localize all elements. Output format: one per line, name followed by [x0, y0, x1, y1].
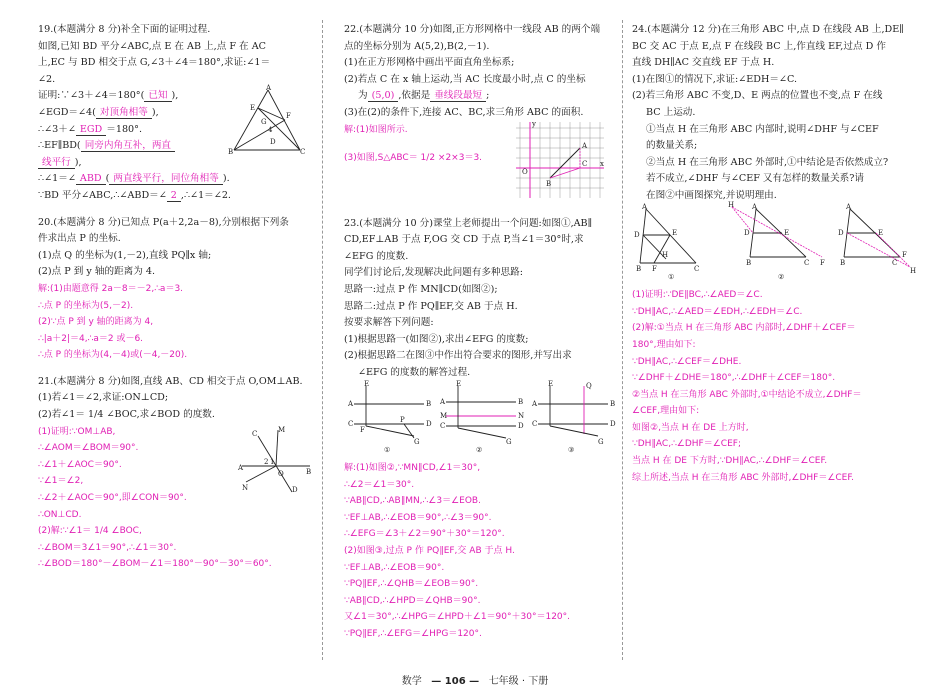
- column-left: [38, 22, 312, 573]
- q23-answer: ∵PQ∥EF,∴∠EFG＝∠HPG＝120°.: [344, 629, 482, 640]
- q20-line: 件求出点 P 的坐标.: [38, 233, 121, 245]
- svg-text:H: H: [662, 250, 669, 259]
- q24-answer: ∵DH∥AC,∴∠DHF＝∠CEF;: [632, 439, 741, 450]
- svg-text:D: D: [634, 230, 640, 239]
- q20-answer: ∴|a＋2|＝4,∴a＝2 或－6.: [38, 333, 144, 344]
- q19-blank-8: 2: [167, 190, 181, 202]
- svg-text:E: E: [548, 379, 554, 388]
- svg-text:B: B: [518, 397, 524, 406]
- question-22: [344, 22, 616, 186]
- q19-blank-6: ABD: [76, 173, 106, 185]
- q23-line: 按要求解答下列问题:: [344, 317, 434, 329]
- q19-line: 上,EC 与 BD 相交于点 G,∠3＋∠4＝180°,求证:∠1＝: [38, 57, 271, 69]
- q22-answer: (3)如图,S△ABC＝ 1/2 ×2×3＝3.: [344, 153, 483, 164]
- q22-line: (1)在正方形网格中画出平面直角坐标系;: [344, 57, 515, 69]
- q23-line: ∠EFG 的度数.: [344, 250, 409, 262]
- q24-answer: 综上所述,当点 H 在三角形 ABC 外部时,∠DHF＝∠CEF.: [632, 472, 854, 483]
- svg-text:D: D: [518, 421, 524, 430]
- svg-text:B: B: [426, 399, 432, 408]
- svg-text:F: F: [360, 425, 365, 434]
- q24-line: 直线 DH∥AC 交直线 EF 于点 H.: [632, 57, 775, 69]
- q19-proof-text: ,∴∠1＝∠2.: [180, 189, 231, 201]
- svg-text:A: A: [532, 399, 538, 408]
- footer-subject: 数学: [401, 676, 422, 687]
- q19-blank-4: 同旁内角互补，两直: [81, 140, 175, 152]
- column-right: [632, 22, 917, 486]
- svg-text:B: B: [306, 467, 312, 476]
- q23-answer: ∵AB∥CD,∴∠HPD＝∠QHB＝90°.: [344, 595, 481, 606]
- q20-line: (1)点 Q 的坐标为(1,－2),直线 PQ∥x 轴;: [38, 249, 212, 261]
- q24-fig2-label: ②: [778, 272, 785, 281]
- column-divider-2: [622, 20, 623, 660]
- q21-figure: [238, 426, 314, 494]
- q23-line: CD,EF⊥AB 于点 F,OG 交 CD 于点 P,当∠1＝30°时,求: [344, 234, 584, 246]
- q24-answer: ∠CEF,理由如下:: [632, 406, 700, 417]
- svg-text:A: A: [238, 463, 244, 472]
- q23-answer: (2)如图③,过点 P 作 PQ∥EF,交 AB 于点 H.: [344, 546, 515, 557]
- q19-heading: 19.(本题满分 8 分)补全下面的证明过程.: [38, 24, 211, 35]
- question-19: [38, 22, 306, 205]
- q24-line: BC 交 AC 于点 E,点 F 在线段 BC 上,作直线 EF,过点 D 作: [632, 40, 886, 52]
- svg-text:C: C: [694, 264, 700, 273]
- svg-text:D: D: [292, 485, 298, 494]
- question-20: [38, 215, 306, 364]
- q22-blank-1: (5,0): [368, 90, 399, 102]
- svg-text:C: C: [300, 148, 306, 157]
- svg-text:B: B: [546, 179, 552, 188]
- q21-answer: (2)解:∵∠1＝ 1/4 ∠BOC,: [38, 526, 142, 537]
- svg-text:D: D: [270, 138, 276, 147]
- svg-text:2: 2: [264, 457, 269, 466]
- q24-line: (2)若三角形 ABC 不变,D、E 两点的位置也不变,点 F 在线: [632, 90, 883, 102]
- q23-line: (2)根据思路二在图③中作出符合要求的图形,并写出求: [344, 350, 572, 362]
- q23-line: 思路一:过点 P 作 MN∥CD(如图②);: [344, 283, 498, 295]
- q24-line: (1)在图①的情况下,求证:∠EDH＝∠C.: [632, 73, 797, 85]
- q23-fig2-label: ②: [476, 445, 483, 454]
- q19-proof-text: ),: [171, 90, 179, 102]
- q19-proof-text: ∠EGD＝∠4(: [38, 106, 96, 118]
- column-middle: [344, 22, 616, 643]
- q24-fig1-label: ①: [668, 272, 675, 281]
- q24-figures: [632, 200, 917, 281]
- svg-text:F: F: [652, 264, 657, 273]
- svg-text:O: O: [278, 469, 284, 478]
- question-23: [344, 216, 616, 643]
- q24-answer: ②当点 H 在三角形 ABC 外部时,①中结论不成立,∠DHF＝: [632, 389, 862, 400]
- q22-grid-figure: [512, 118, 608, 202]
- q22-answer: 解:(1)如图所示.: [344, 124, 408, 135]
- column-divider-1: [322, 20, 323, 660]
- svg-text:A: A: [846, 202, 852, 211]
- q23-fig1-label: ①: [384, 445, 391, 454]
- q21-answer: ∴∠BOM＝3∠1＝90°,∴∠1＝30°.: [38, 542, 177, 553]
- q23-answer: ∵EF⊥AB,∴∠EOB＝90°.: [344, 562, 445, 573]
- q19-proof-text: (: [105, 173, 110, 185]
- svg-text:C: C: [440, 421, 446, 430]
- q23-answer: ∵AB∥CD,∴AB∥MN,∴∠3＝∠EOB.: [344, 496, 481, 507]
- q20-answer: (2)∵点 P 到 y 轴的距离为 4,: [38, 317, 154, 328]
- q24-answer: 当点 H 在 DE 下方时,∵DH∥AC,∴∠DHF＝∠CEF.: [632, 456, 828, 467]
- q22-blank-2: 垂线段最短: [430, 90, 486, 102]
- svg-text:N: N: [242, 483, 249, 492]
- svg-text:E: E: [456, 379, 462, 388]
- page-footer: [0, 672, 950, 687]
- q24-line: ②当点 H 在三角形 ABC 外部时,①中结论是否依然成立?: [646, 156, 889, 168]
- q21-answer: ∴∠BOD＝180°－∠BOM－∠1＝180°－90°－30°＝60°.: [38, 559, 272, 570]
- q24-line: 在图②中画图探究,并说明理由.: [646, 189, 777, 201]
- svg-text:E: E: [878, 228, 884, 237]
- svg-text:C: C: [804, 258, 810, 267]
- q22-heading: 22.(本题满分 10 分)如图,正方形网格中一线段 AB 的两个端: [344, 24, 601, 35]
- q23-line: 思路二:过点 P 作 PQ∥EF,交 AB 于点 H.: [344, 300, 518, 312]
- svg-text:Q: Q: [586, 381, 592, 390]
- svg-text:y: y: [532, 119, 536, 128]
- svg-text:A: A: [752, 202, 758, 211]
- q23-line: (1)根据思路一(如图②),求出∠EFG 的度数;: [344, 333, 529, 345]
- svg-text:N: N: [518, 411, 525, 420]
- svg-text:E: E: [250, 104, 256, 113]
- q22-line: 点的坐标分别为 A(5,2),B(2,－1).: [344, 40, 490, 52]
- q24-answer: 如图②,当点 H 在 DE 上方时,: [632, 422, 749, 433]
- q20-line: (2)点 P 到 y 轴的距离为 4.: [38, 266, 156, 278]
- svg-text:E: E: [672, 228, 678, 237]
- q20-heading: 20.(本题满分 8 分)已知点 P(a＋2,2a－8),分别根据下列条: [38, 216, 289, 228]
- svg-text:G: G: [261, 118, 267, 127]
- q24-answer: ∵DH∥AC,∴∠AED＝∠EDH,∴∠EDH＝∠C.: [632, 306, 803, 317]
- svg-text:C: C: [532, 419, 538, 428]
- svg-text:F: F: [902, 250, 907, 259]
- q21-answer: ∴∠2＋∠AOC＝90°,即∠CON＝90°.: [38, 493, 187, 504]
- q19-proof-text: ∴EF∥BD(: [38, 140, 81, 152]
- q22-text: ,依据是: [398, 90, 431, 102]
- svg-text:D: D: [744, 228, 750, 237]
- svg-text:C: C: [348, 419, 354, 428]
- q21-answer: ∵∠1＝∠2,: [38, 476, 84, 487]
- q23-answer: ∴∠EFG＝∠3＋∠2＝90°＋30°＝120°.: [344, 529, 505, 540]
- svg-text:H: H: [728, 200, 735, 209]
- q19-blank-2: 对顶角相等: [96, 107, 152, 119]
- svg-text:C: C: [252, 429, 258, 438]
- q22-text: ;: [486, 90, 490, 102]
- svg-text:F: F: [820, 258, 825, 267]
- q19-figure: [228, 86, 310, 158]
- q19-proof-text: ),: [151, 106, 159, 118]
- footer-grade: 七年级 · 下册: [488, 676, 549, 687]
- q23-answer: ∴∠2＝∠1＝30°.: [344, 479, 415, 490]
- q24-answer: (2)解:①当点 H 在三角形 ABC 内部时,∠DHF＋∠CEF＝: [632, 323, 856, 334]
- svg-text:G: G: [414, 437, 420, 446]
- svg-text:x: x: [600, 159, 604, 168]
- q23-answer: ∵EF⊥AB,∴∠EOB＝90°,∴∠3＝90°.: [344, 512, 492, 523]
- svg-text:B: B: [228, 148, 234, 157]
- q21-answer: ∴ON⊥CD.: [38, 509, 82, 520]
- question-24: [632, 22, 917, 486]
- svg-text:A: A: [440, 397, 446, 406]
- svg-text:B: B: [840, 258, 846, 267]
- q23-fig3-label: ③: [568, 445, 575, 454]
- q24-heading: 24.(本题满分 12 分)在三角形 ABC 中,点 D 在线段 AB 上,DE∥: [632, 24, 904, 35]
- q19-proof-text: ).: [222, 173, 230, 185]
- q24-line: ①当点 H 在三角形 ABC 内部时,说明∠DHF 与∠CEF: [646, 123, 879, 135]
- q19-line: ∠2.: [38, 73, 56, 85]
- q23-answer: 又∠1＝30°,∴∠HPG＝∠HPD＋∠1＝90°＋30°＝120°.: [344, 612, 571, 623]
- q21-line: (1)若∠1＝∠2,求证:ON⊥CD;: [38, 392, 169, 404]
- svg-text:M: M: [278, 425, 286, 434]
- question-21: [38, 374, 312, 573]
- q22-line: (2)若点 C 在 x 轴上运动,当 AC 长度最小时,点 C 的坐标: [344, 73, 586, 85]
- svg-text:A: A: [348, 399, 354, 408]
- svg-text:O: O: [522, 167, 528, 176]
- q23-line: ∠EFG 的度数的解答过程.: [358, 366, 471, 378]
- q21-answer: ∴∠1＋∠AOC＝90°.: [38, 459, 122, 470]
- q20-answer: ∴点 P 的坐标为(5,－2).: [38, 300, 134, 311]
- svg-text:C: C: [582, 159, 588, 168]
- svg-text:C: C: [892, 258, 898, 267]
- svg-text:1: 1: [270, 457, 275, 466]
- q23-answer: ∵PQ∥EF,∴∠QHB＝∠EOB＝90°.: [344, 579, 479, 590]
- svg-text:D: D: [838, 228, 844, 237]
- q20-answer: 解:(1)由题意得 2a－8＝－2,∴a＝3.: [38, 283, 184, 294]
- q24-line: BC 上运动.: [646, 106, 696, 118]
- svg-text:A: A: [642, 202, 648, 211]
- svg-text:P: P: [400, 415, 405, 424]
- q19-line: 如图,已知 BD 平分∠ABC,点 E 在 AB 上,点 F 在 AC: [38, 40, 266, 52]
- q24-answer: ∵DH∥AC,∴∠CEF＝∠DHE.: [632, 356, 742, 367]
- svg-text:G: G: [598, 437, 604, 446]
- q24-answer: (1)证明:∵DE∥BC,∴∠AED＝∠C.: [632, 290, 763, 301]
- svg-text:E: E: [364, 379, 370, 388]
- q21-line: (2)若∠1＝ 1/4 ∠BOC,求∠BOD 的度数.: [38, 409, 215, 421]
- q24-answer: 180°,理由如下:: [632, 339, 696, 350]
- svg-text:H: H: [910, 266, 917, 275]
- q19-proof-text: ),: [74, 156, 82, 168]
- q19-proof-text: ∴∠3＋∠: [38, 123, 76, 135]
- svg-text:B: B: [610, 399, 616, 408]
- q19-proof-text: ∵BD 平分∠ABC,∴∠ABD＝∠: [38, 189, 167, 201]
- q23-figures: [344, 379, 616, 454]
- q19-proof-text: ＝180°.: [106, 123, 143, 135]
- q20-answer: ∴点 P 的坐标为(4,－4)或(－4,－20).: [38, 350, 188, 361]
- q21-heading: 21.(本题满分 8 分)如图,直线 AB、CD 相交于点 O,OM⊥AB.: [38, 375, 303, 387]
- q23-line: 同学们讨论后,发现解决此问题有多种思路:: [344, 267, 523, 279]
- svg-text:M: M: [440, 411, 448, 420]
- q24-line: 若不成立,∠DHF 与∠CEF 又有怎样的数量关系?请: [646, 173, 864, 185]
- q19-blank-1: 已知: [144, 90, 171, 102]
- q22-line: (3)在(2)的条件下,连接 AC、BC,求三角形 ABC 的面积.: [344, 106, 584, 118]
- svg-text:4: 4: [268, 126, 273, 135]
- page-number: — 106 —: [431, 676, 480, 687]
- svg-text:B: B: [636, 264, 642, 273]
- svg-text:F: F: [286, 112, 291, 121]
- svg-text:B: B: [746, 258, 752, 267]
- q21-answer: ∴∠AOM＝∠BOM＝90°.: [38, 443, 139, 454]
- q23-answer: 解:(1)如图②,∵MN∥CD,∠1＝30°,: [344, 463, 481, 474]
- q19-proof-text: 证明:∵∠3＋∠4＝180°(: [38, 90, 145, 102]
- q24-answer: ∵∠DHF＋∠DHE＝180°,∴∠DHF＋∠CEF＝180°.: [632, 373, 836, 384]
- q19-blank-3: EGD: [76, 124, 106, 136]
- q21-answer: (1)证明:∵OM⊥AB,: [38, 426, 116, 437]
- q22-text: 为: [358, 90, 368, 102]
- svg-text:D: D: [610, 419, 616, 428]
- svg-text:A: A: [266, 84, 272, 93]
- svg-text:G: G: [506, 437, 512, 446]
- q23-heading: 23.(本题满分 10 分)课堂上老师提出一个问题:如图①,AB∥: [344, 217, 593, 229]
- svg-text:E: E: [784, 228, 790, 237]
- svg-text:A: A: [582, 141, 588, 150]
- q19-proof-text: ∴∠1＝∠: [38, 173, 76, 185]
- q19-blank-7: 两直线平行，同位角相等: [109, 173, 223, 185]
- q19-blank-5: 线平行: [38, 157, 75, 169]
- svg-text:D: D: [426, 419, 432, 428]
- q24-line: 的数量关系;: [646, 140, 698, 152]
